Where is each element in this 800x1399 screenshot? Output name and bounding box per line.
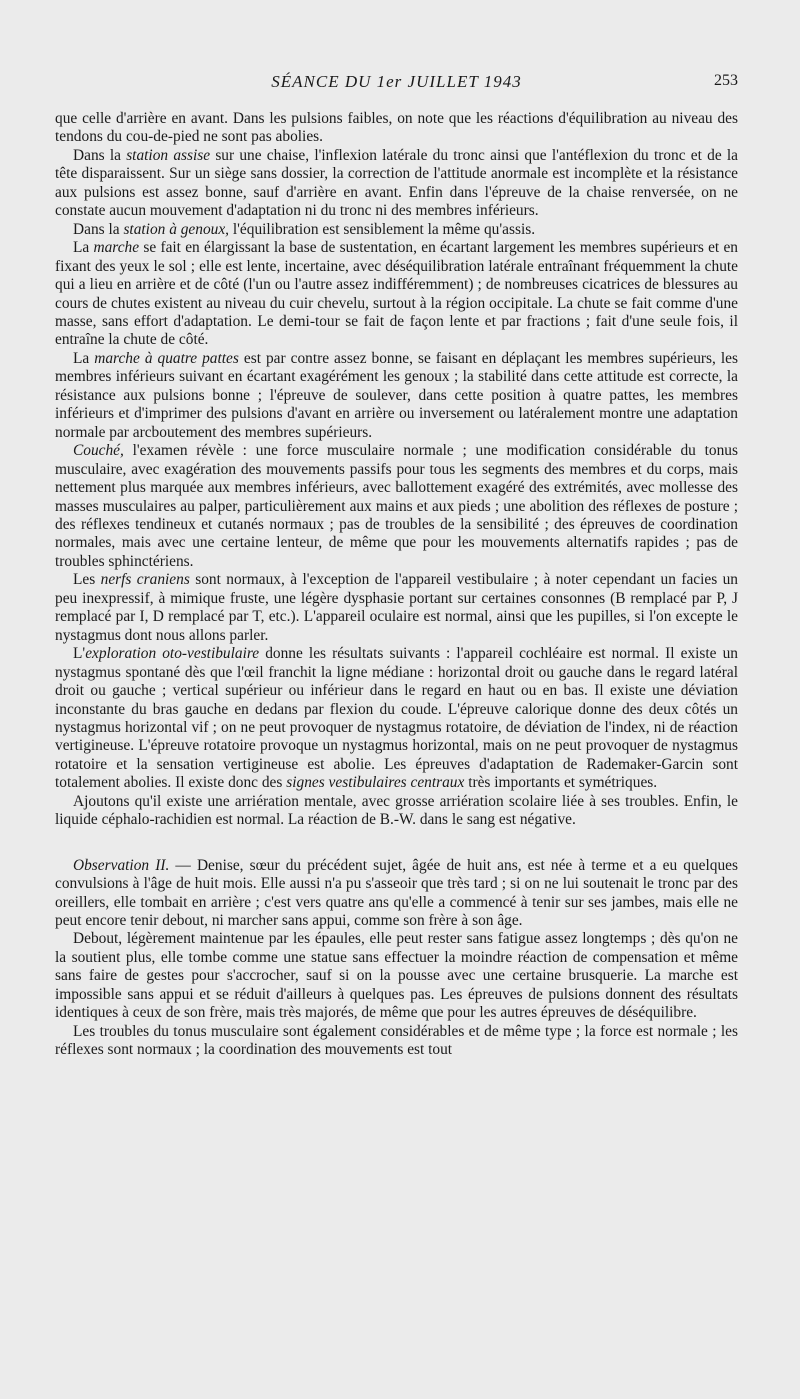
italic-text: marche bbox=[93, 239, 140, 257]
article-body bbox=[55, 110, 738, 1060]
text: Dans la bbox=[73, 146, 127, 164]
page-number: 253 bbox=[714, 72, 738, 89]
text: que celle d'arrière en avant. Dans les pulsions faibles, on note que les réactions d'équilibration au niveau des tendons du cou-de-pied ne sont pas abolies. bbox=[55, 110, 738, 146]
running-title: SÉANCE DU 1er JUILLET 1943 bbox=[271, 72, 522, 91]
text: — Denise, sœur du précédent sujet, âgée de huit ans, est née à terme et a eu quelques convulsions à l'âge de huit mois. Elle aussi n'a pu s'asseoir que très tard ; si on ne lui soutenait le tronc par des oreillers, elle tombait en arrière ; c'est vers quatre ans qu'elle a commencé à tenir sur ses jambes, mais elle ne peut encore tenir debout, ni marcher sans appui, comme son frère à son âge. bbox=[55, 856, 738, 930]
text: se fait en élargissant la base de sustentation, en écartant largement les membres supérieurs et en fixant des yeux le sol ; elle est lente, incertaine, avec déséquilibration latérale entraînant fréquemment la chute qui a lieu en arrière et de côté (l'un ou l'autre assez indifféremment) ; de nombreuses cicatrices de blessures au cours de chutes existent au niveau du cuir chevelu, surtout à la région occipitale. La chute se fait comme d'une masse, sans effort d'adaptation. Le demi-tour se fait de façon lente et par fractions ; fait d'une seule fois, il entraîne la chute de côté. bbox=[55, 239, 738, 349]
text: La bbox=[73, 349, 95, 367]
italic-text: station assise bbox=[126, 146, 211, 164]
italic-text: Couché, bbox=[73, 442, 124, 460]
observation-paragraph bbox=[55, 857, 738, 931]
text: est par contre assez bonne, se faisant en déplaçant les membres supérieurs, les membres inférieurs suivant en écartant exagérément les genoux ; la stabilité dans cette attitude est correcte, la résistance aux pulsions bonne ; l'épreuve de soulever, dans cette position à quatre pattes, les membres inférieurs et d'imprimer des pulsions d'avant en arrière ou inversement ou latéralement montre une adaptation normale par arcboutement des membres supérieurs. bbox=[55, 349, 738, 441]
text: très importants et symétriques. bbox=[464, 774, 658, 792]
paragraph bbox=[55, 147, 738, 221]
paragraph bbox=[55, 571, 738, 645]
italic-text: exploration oto-vestibulaire bbox=[85, 645, 260, 663]
text: l'examen révèle : une force musculaire normale ; une modification considérable du tonus musculaire, avec exagération des mouvements passifs pour tous les segments des membres et du corps, mais nettement plus marquée aux membres inférieurs, avec ballottement exagéré des extrémités, avec mollesse des masses musculaires au palper, particulièrement aux mains et aux pieds ; une abolition des réflexes de posture ; des réflexes tendineux et cutanés normaux ; pas de troubles de la sensibilité ; des épreuves de coordination normales, mais avec une certaine lenteur, de même que pour les mouvements alternatifs rapides ; pas de troubles sphinctériens. bbox=[55, 442, 738, 570]
italic-text: nerfs craniens bbox=[100, 571, 190, 589]
text: Debout, légèrement maintenue par les épaules, elle peut rester sans fatigue assez longtemps ; dès qu'on ne la soutient plus, elle tombe comme une statue sans effectuer la moindre réaction de compensation et même sans faire de gestes pour s'accrocher, sauf si on la pousse avec une certaine brusquerie. La marche est impossible sans appui et se réduit d'ailleurs à quelques pas. Les épreuves de pulsions donnent des résultats identiques à ceux de son frère, mais très majorés, de même que pour les autres épreuves de déséquilibre. bbox=[55, 930, 738, 1022]
paragraph bbox=[55, 221, 738, 239]
text: Les bbox=[73, 571, 101, 589]
paragraph bbox=[55, 930, 738, 1022]
text: Les troubles du tonus musculaire sont également considérables et de même type ; la force est normale ; les réflexes sont normaux ; la coordination des mouvements est tout bbox=[55, 1022, 738, 1059]
italic-text: Observation II. bbox=[73, 856, 170, 874]
text: sur une chaise, l'inflexion latérale du tronc ainsi que l'antéflexion du tronc et de la tête disparaissent. Sur un siège sans dossier, la correction de l'attitude anormale est incomplète et la résistance aux pulsions est assez bonne, sauf d'arrière en avant. Enfin dans l'épreuve de la chaise renversée, on ne constate aucun mouvement d'adaptation ni du tronc ni des membres inférieurs. bbox=[55, 146, 738, 220]
page bbox=[55, 72, 738, 1060]
paragraph bbox=[55, 110, 738, 147]
italic-text: signes vestibulaires centraux bbox=[286, 774, 465, 792]
italic-text: marche à quatre pattes bbox=[94, 349, 239, 367]
text: Dans la bbox=[73, 220, 124, 238]
text: l'équilibration est sensiblement la même qu'assis. bbox=[229, 220, 536, 238]
paragraph bbox=[55, 442, 738, 571]
paragraph bbox=[55, 1023, 738, 1060]
text: donne les résultats suivants : l'appareil cochléaire est normal. Il existe un nystagmus spontané dès que l'œil franchit la ligne médiane : horizontal droit ou gauche dans le regard latéral droit ou gauche ; vertical supérieur ou inférieur dans le regard en haut ou en bas. Il existe une déviation inconstante du bras gauche en dedans par flexion du coude. L'épreuve calorique donne des deux côtés un nystagmus horizontal vif ; on ne peut provoquer de nystagmus rotatoire, de déviation de l'index, ni de réaction vertigineuse. L'épreuve rotatoire provoque un nystagmus horizontal, mais on ne peut provoquer de nystagmus rotatoire et la sensation vertigineuse est abolie. Les épreuves d'adaptation de Rademaker-Garcin sont totalement abolies. Il existe donc des bbox=[55, 645, 738, 792]
paragraph bbox=[55, 350, 738, 442]
paragraph bbox=[55, 793, 738, 830]
paragraph bbox=[55, 239, 738, 350]
italic-text: station à genoux, bbox=[123, 220, 230, 238]
text: L' bbox=[73, 645, 86, 663]
text: Ajoutons qu'il existe une arriération mentale, avec grosse arriération scolaire liée à ses troubles. Enfin, le liquide céphalo-rachidien est normal. La réaction de B.-W. dans le sang est négative. bbox=[55, 792, 738, 829]
running-header bbox=[55, 72, 738, 98]
text: La bbox=[73, 239, 94, 257]
paragraph bbox=[55, 645, 738, 793]
text: sont normaux, à l'exception de l'appareil vestibulaire ; à noter cependant un facies un peu inexpressif, à mimique fruste, une légère dysphasie portant sur certaines consonnes (B remplacé par P, J remplacé par I, D remplacé par T, etc.). L'appareil oculaire est normal, ainsi que les pupilles, si l'on excepte le nystagmus dont nous allons parler. bbox=[55, 571, 738, 644]
